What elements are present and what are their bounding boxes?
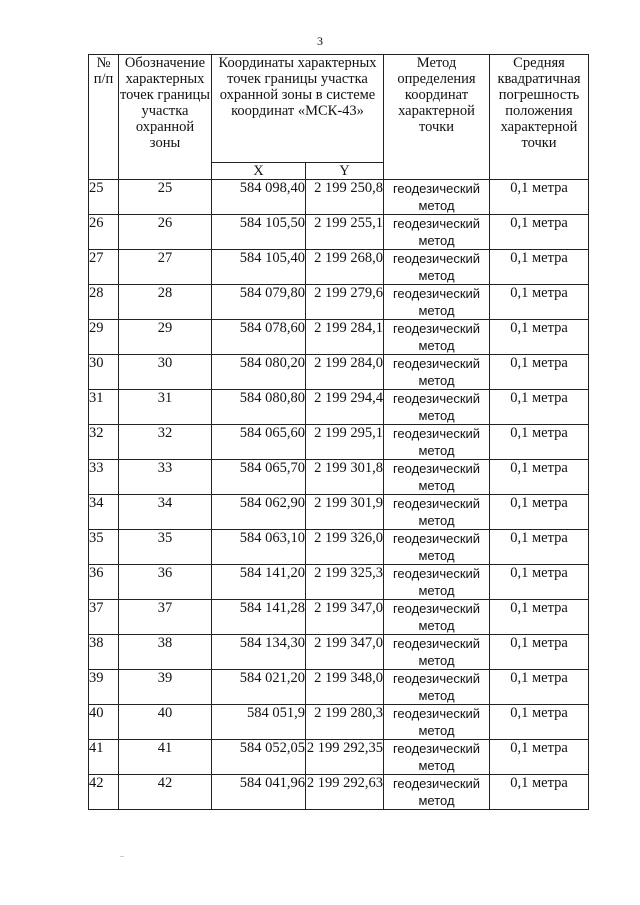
row-method: геодезический метод [384, 495, 490, 530]
row-num: 36 [89, 565, 119, 600]
row-num: 35 [89, 530, 119, 565]
row-point: 31 [119, 390, 212, 425]
row-point: 30 [119, 355, 212, 390]
row-x: 584 079,80 [212, 285, 306, 320]
row-error: 0,1 метра [490, 635, 589, 670]
row-num: 26 [89, 215, 119, 250]
row-point: 28 [119, 285, 212, 320]
row-method: геодезический метод [384, 215, 490, 250]
row-point: 25 [119, 180, 212, 215]
table-row [89, 670, 589, 705]
row-y: 2 199 292,35 [306, 740, 384, 775]
row-method: геодезический метод [384, 775, 490, 810]
row-y: 2 199 250,8 [306, 180, 384, 215]
table-row [89, 740, 589, 775]
row-num: 37 [89, 600, 119, 635]
table-row [89, 495, 589, 530]
row-num: 31 [89, 390, 119, 425]
row-y: 2 199 325,3 [306, 565, 384, 600]
row-x: 584 065,60 [212, 425, 306, 460]
page-number: 3 [317, 34, 323, 48]
coordinates-table [88, 54, 589, 810]
row-num: 33 [89, 460, 119, 495]
row-error: 0,1 метра [490, 530, 589, 565]
row-error: 0,1 метра [490, 495, 589, 530]
row-num: 39 [89, 670, 119, 705]
header-y: Y [306, 163, 384, 180]
header-x: X [212, 163, 306, 180]
row-y: 2 199 347,0 [306, 635, 384, 670]
table-row [89, 565, 589, 600]
table-row [89, 355, 589, 390]
table-row [89, 775, 589, 810]
row-point: 37 [119, 600, 212, 635]
row-point: 40 [119, 705, 212, 740]
row-method: геодезический метод [384, 285, 490, 320]
row-point: 32 [119, 425, 212, 460]
row-error: 0,1 метра [490, 460, 589, 495]
row-x: 584 080,20 [212, 355, 306, 390]
row-num: 38 [89, 635, 119, 670]
row-num: 29 [89, 320, 119, 355]
table-row [89, 705, 589, 740]
row-method: геодезический метод [384, 355, 490, 390]
row-error: 0,1 метра [490, 425, 589, 460]
row-method: геодезический метод [384, 425, 490, 460]
table-row [89, 635, 589, 670]
row-y: 2 199 292,63 [306, 775, 384, 810]
row-x: 584 052,05 [212, 740, 306, 775]
row-x: 584 080,80 [212, 390, 306, 425]
row-x: 584 141,28 [212, 600, 306, 635]
row-y: 2 199 295,1 [306, 425, 384, 460]
row-error: 0,1 метра [490, 390, 589, 425]
row-point: 42 [119, 775, 212, 810]
row-x: 584 134,30 [212, 635, 306, 670]
row-y: 2 199 284,0 [306, 355, 384, 390]
row-x: 584 105,50 [212, 215, 306, 250]
row-error: 0,1 метра [490, 250, 589, 285]
row-x: 584 051,9 [212, 705, 306, 740]
row-y: 2 199 326,0 [306, 530, 384, 565]
row-method: геодезический метод [384, 390, 490, 425]
row-error: 0,1 метра [490, 320, 589, 355]
table-row [89, 180, 589, 215]
row-method: геодезический метод [384, 600, 490, 635]
row-method: геодезический метод [384, 250, 490, 285]
row-num: 30 [89, 355, 119, 390]
header-error: Средняя квадратичная погрешность положения характерной точки [490, 55, 589, 180]
row-y: 2 199 348,0 [306, 670, 384, 705]
row-error: 0,1 метра [490, 705, 589, 740]
row-num: 41 [89, 740, 119, 775]
row-error: 0,1 метра [490, 355, 589, 390]
row-x: 584 098,40 [212, 180, 306, 215]
header-method: Метод определения координат характерной точки [384, 55, 490, 180]
row-y: 2 199 301,8 [306, 460, 384, 495]
row-x: 584 063,10 [212, 530, 306, 565]
table-row [89, 320, 589, 355]
scan-mark [120, 856, 124, 857]
row-error: 0,1 метра [490, 670, 589, 705]
table-row [89, 425, 589, 460]
header-num: № п/п [89, 55, 119, 180]
row-x: 584 105,40 [212, 250, 306, 285]
header-designation: Обозначение характерных точек границы участка охранной зоны [119, 55, 212, 180]
row-point: 26 [119, 215, 212, 250]
row-method: геодезический метод [384, 530, 490, 565]
row-y: 2 199 347,0 [306, 600, 384, 635]
table-row [89, 460, 589, 495]
table-row [89, 215, 589, 250]
row-method: геодезический метод [384, 705, 490, 740]
row-point: 39 [119, 670, 212, 705]
table-row [89, 285, 589, 320]
row-y: 2 199 284,1 [306, 320, 384, 355]
row-point: 38 [119, 635, 212, 670]
row-num: 40 [89, 705, 119, 740]
row-point: 34 [119, 495, 212, 530]
row-x: 584 141,20 [212, 565, 306, 600]
row-error: 0,1 метра [490, 180, 589, 215]
row-method: геодезический метод [384, 460, 490, 495]
row-point: 33 [119, 460, 212, 495]
row-x: 584 041,96 [212, 775, 306, 810]
row-x: 584 078,60 [212, 320, 306, 355]
row-error: 0,1 метра [490, 565, 589, 600]
row-method: геодезический метод [384, 635, 490, 670]
row-x: 584 021,20 [212, 670, 306, 705]
row-point: 36 [119, 565, 212, 600]
row-method: геодезический метод [384, 565, 490, 600]
row-method: геодезический метод [384, 740, 490, 775]
row-num: 42 [89, 775, 119, 810]
row-num: 28 [89, 285, 119, 320]
row-y: 2 199 294,4 [306, 390, 384, 425]
row-y: 2 199 279,6 [306, 285, 384, 320]
row-point: 35 [119, 530, 212, 565]
row-x: 584 065,70 [212, 460, 306, 495]
table-row [89, 530, 589, 565]
table-row [89, 390, 589, 425]
row-y: 2 199 255,1 [306, 215, 384, 250]
row-num: 27 [89, 250, 119, 285]
row-x: 584 062,90 [212, 495, 306, 530]
table-body [89, 180, 589, 810]
table-row [89, 250, 589, 285]
row-point: 27 [119, 250, 212, 285]
row-num: 32 [89, 425, 119, 460]
row-method: геодезический метод [384, 670, 490, 705]
row-num: 25 [89, 180, 119, 215]
row-point: 41 [119, 740, 212, 775]
row-point: 29 [119, 320, 212, 355]
row-num: 34 [89, 495, 119, 530]
header-coordinates: Координаты характерных точек границы участка охранной зоны в системе координат «МСК-43» [212, 55, 384, 163]
row-error: 0,1 метра [490, 740, 589, 775]
row-y: 2 199 268,0 [306, 250, 384, 285]
row-method: геодезический метод [384, 320, 490, 355]
row-y: 2 199 301,9 [306, 495, 384, 530]
row-error: 0,1 метра [490, 285, 589, 320]
row-error: 0,1 метра [490, 215, 589, 250]
row-y: 2 199 280,3 [306, 705, 384, 740]
row-error: 0,1 метра [490, 600, 589, 635]
row-method: геодезический метод [384, 180, 490, 215]
row-error: 0,1 метра [490, 775, 589, 810]
table-row [89, 600, 589, 635]
